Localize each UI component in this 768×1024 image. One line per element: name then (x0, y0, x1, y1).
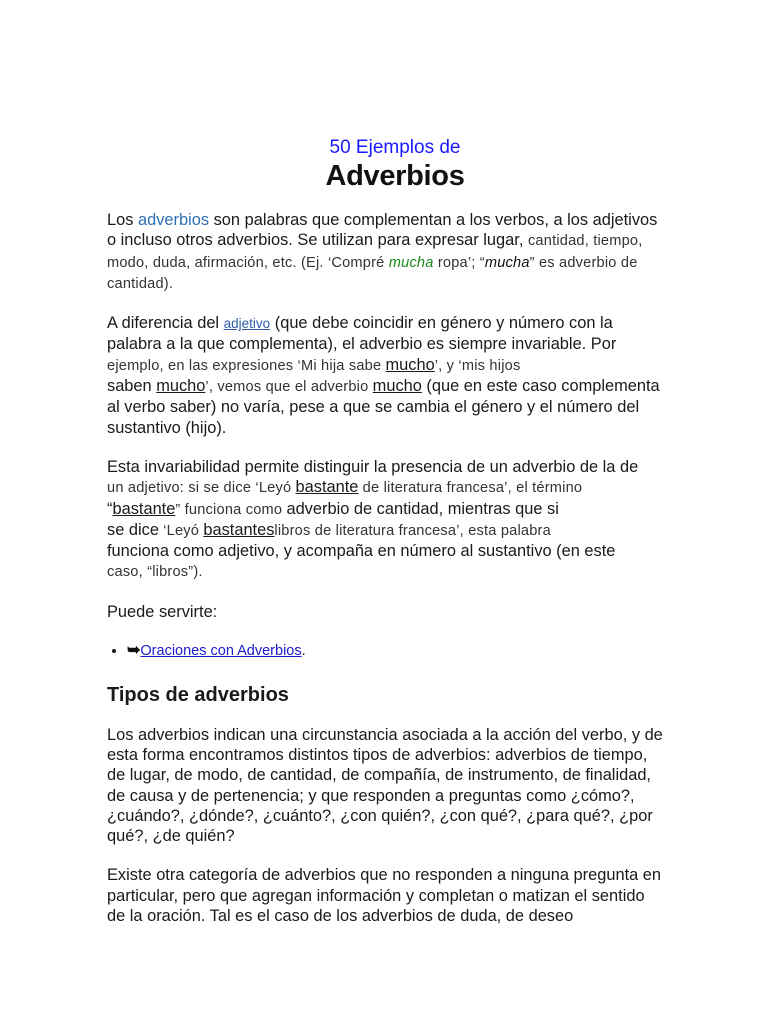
underlined-word: bastantes (203, 520, 275, 539)
example-word-italic: mucha (484, 254, 530, 271)
thin-text: caso, “libros”). (107, 564, 203, 581)
thin-text: ’, vemos que el adverbio (205, 379, 373, 396)
text: son palabras que complementan a los verbos, a los adjetivos o incluso otros adverbios. Se utilizan para expresar lugar, (107, 211, 658, 250)
paragraph-difference (107, 313, 667, 438)
text: A diferencia del (107, 314, 224, 333)
underlined-word: mucho (385, 355, 435, 374)
text: saben (107, 377, 157, 396)
thin-text: ” funciona como (175, 501, 287, 518)
text: (que en este caso complementa al verbo saber) no varía, pese a que se cambia el género y el número del sustantivo (hijo). (107, 377, 660, 437)
text: ropa’; “ (433, 254, 485, 271)
adverbios-link[interactable]: adverbios (137, 211, 210, 229)
text: cantidad, tiempo, modo, duda, afirmación, etc. (Ej. ‘Compré (107, 233, 643, 271)
text: . (301, 643, 306, 660)
underlined-word: mucho (372, 377, 422, 396)
underlined-word: bastante (295, 478, 359, 497)
page-title: Adverbios (325, 160, 465, 192)
example-word: mucha (388, 254, 434, 271)
paragraph-types: Los adverbios indican una circunstancia asociada a la acción del verbo, y de esta forma encontramos distintos tipos de adverbios: adverbios de tiempo, de lugar, de modo, de cantidad, de compañía, de instrumento, de finalidad, de causa y de pertenencia; y que responden a preguntas como ¿cómo?, ¿cuándo?, ¿dónde?, ¿cuánto?, ¿con quién?, ¿con qué?, ¿para qué?, ¿por qué?, ¿de quién? (107, 725, 663, 846)
paragraph-see-also: Puede servirte: (107, 602, 218, 621)
thin-text: de literatura francesa’, el término (358, 480, 583, 497)
text: ” es adverbio de cantidad). (107, 254, 638, 292)
text: Los (107, 211, 138, 229)
paragraph-intro (107, 210, 667, 294)
text: “ (107, 499, 113, 518)
article-body (107, 210, 667, 945)
thin-text: un adjetivo: si se dice ‘Leyó (107, 480, 296, 497)
list-item (127, 641, 667, 661)
paragraph-other-category: Existe otra categoría de adverbios que no responden a ninguna pregunta en particular, pero que agregan información y completan o matizan el sentido de la oración. Tal es el caso de los adverbios de duda, de deseo (107, 866, 662, 926)
thin-text: libros de literatura francesa’, esta palabra (274, 522, 551, 539)
arrow-icon: ➥ (127, 642, 141, 660)
thin-text: ‘Leyó (158, 522, 204, 539)
section-heading: Tipos de adverbios (107, 684, 289, 707)
related-links-list (107, 641, 667, 661)
thin-text: ’, y ‘mis hijos (434, 357, 521, 374)
text: se dice (107, 520, 159, 539)
text: funciona como adjetivo, y acompaña en número al sustantivo (en este (107, 542, 616, 561)
underlined-word: mucho (156, 377, 206, 396)
thin-text: ejemplo, en las expresiones ‘Mi hija sabe (107, 357, 386, 374)
text: Esta invariabilidad permite distinguir la presencia de un adverbio de la de (107, 457, 639, 476)
text: (que debe coincidir en género y número con la palabra a la que complementa), el adverbio es siempre invariable. Por (107, 314, 617, 354)
underlined-word: bastante (112, 499, 176, 518)
page-kicker: 50 Ejemplos de (329, 137, 461, 158)
paragraph-invariability (107, 457, 667, 583)
oraciones-link[interactable]: Oraciones con Adverbios (140, 643, 302, 660)
adjetivo-link[interactable]: adjetivo (223, 316, 271, 332)
text: adverbio de cantidad, mientras que si (286, 499, 559, 518)
